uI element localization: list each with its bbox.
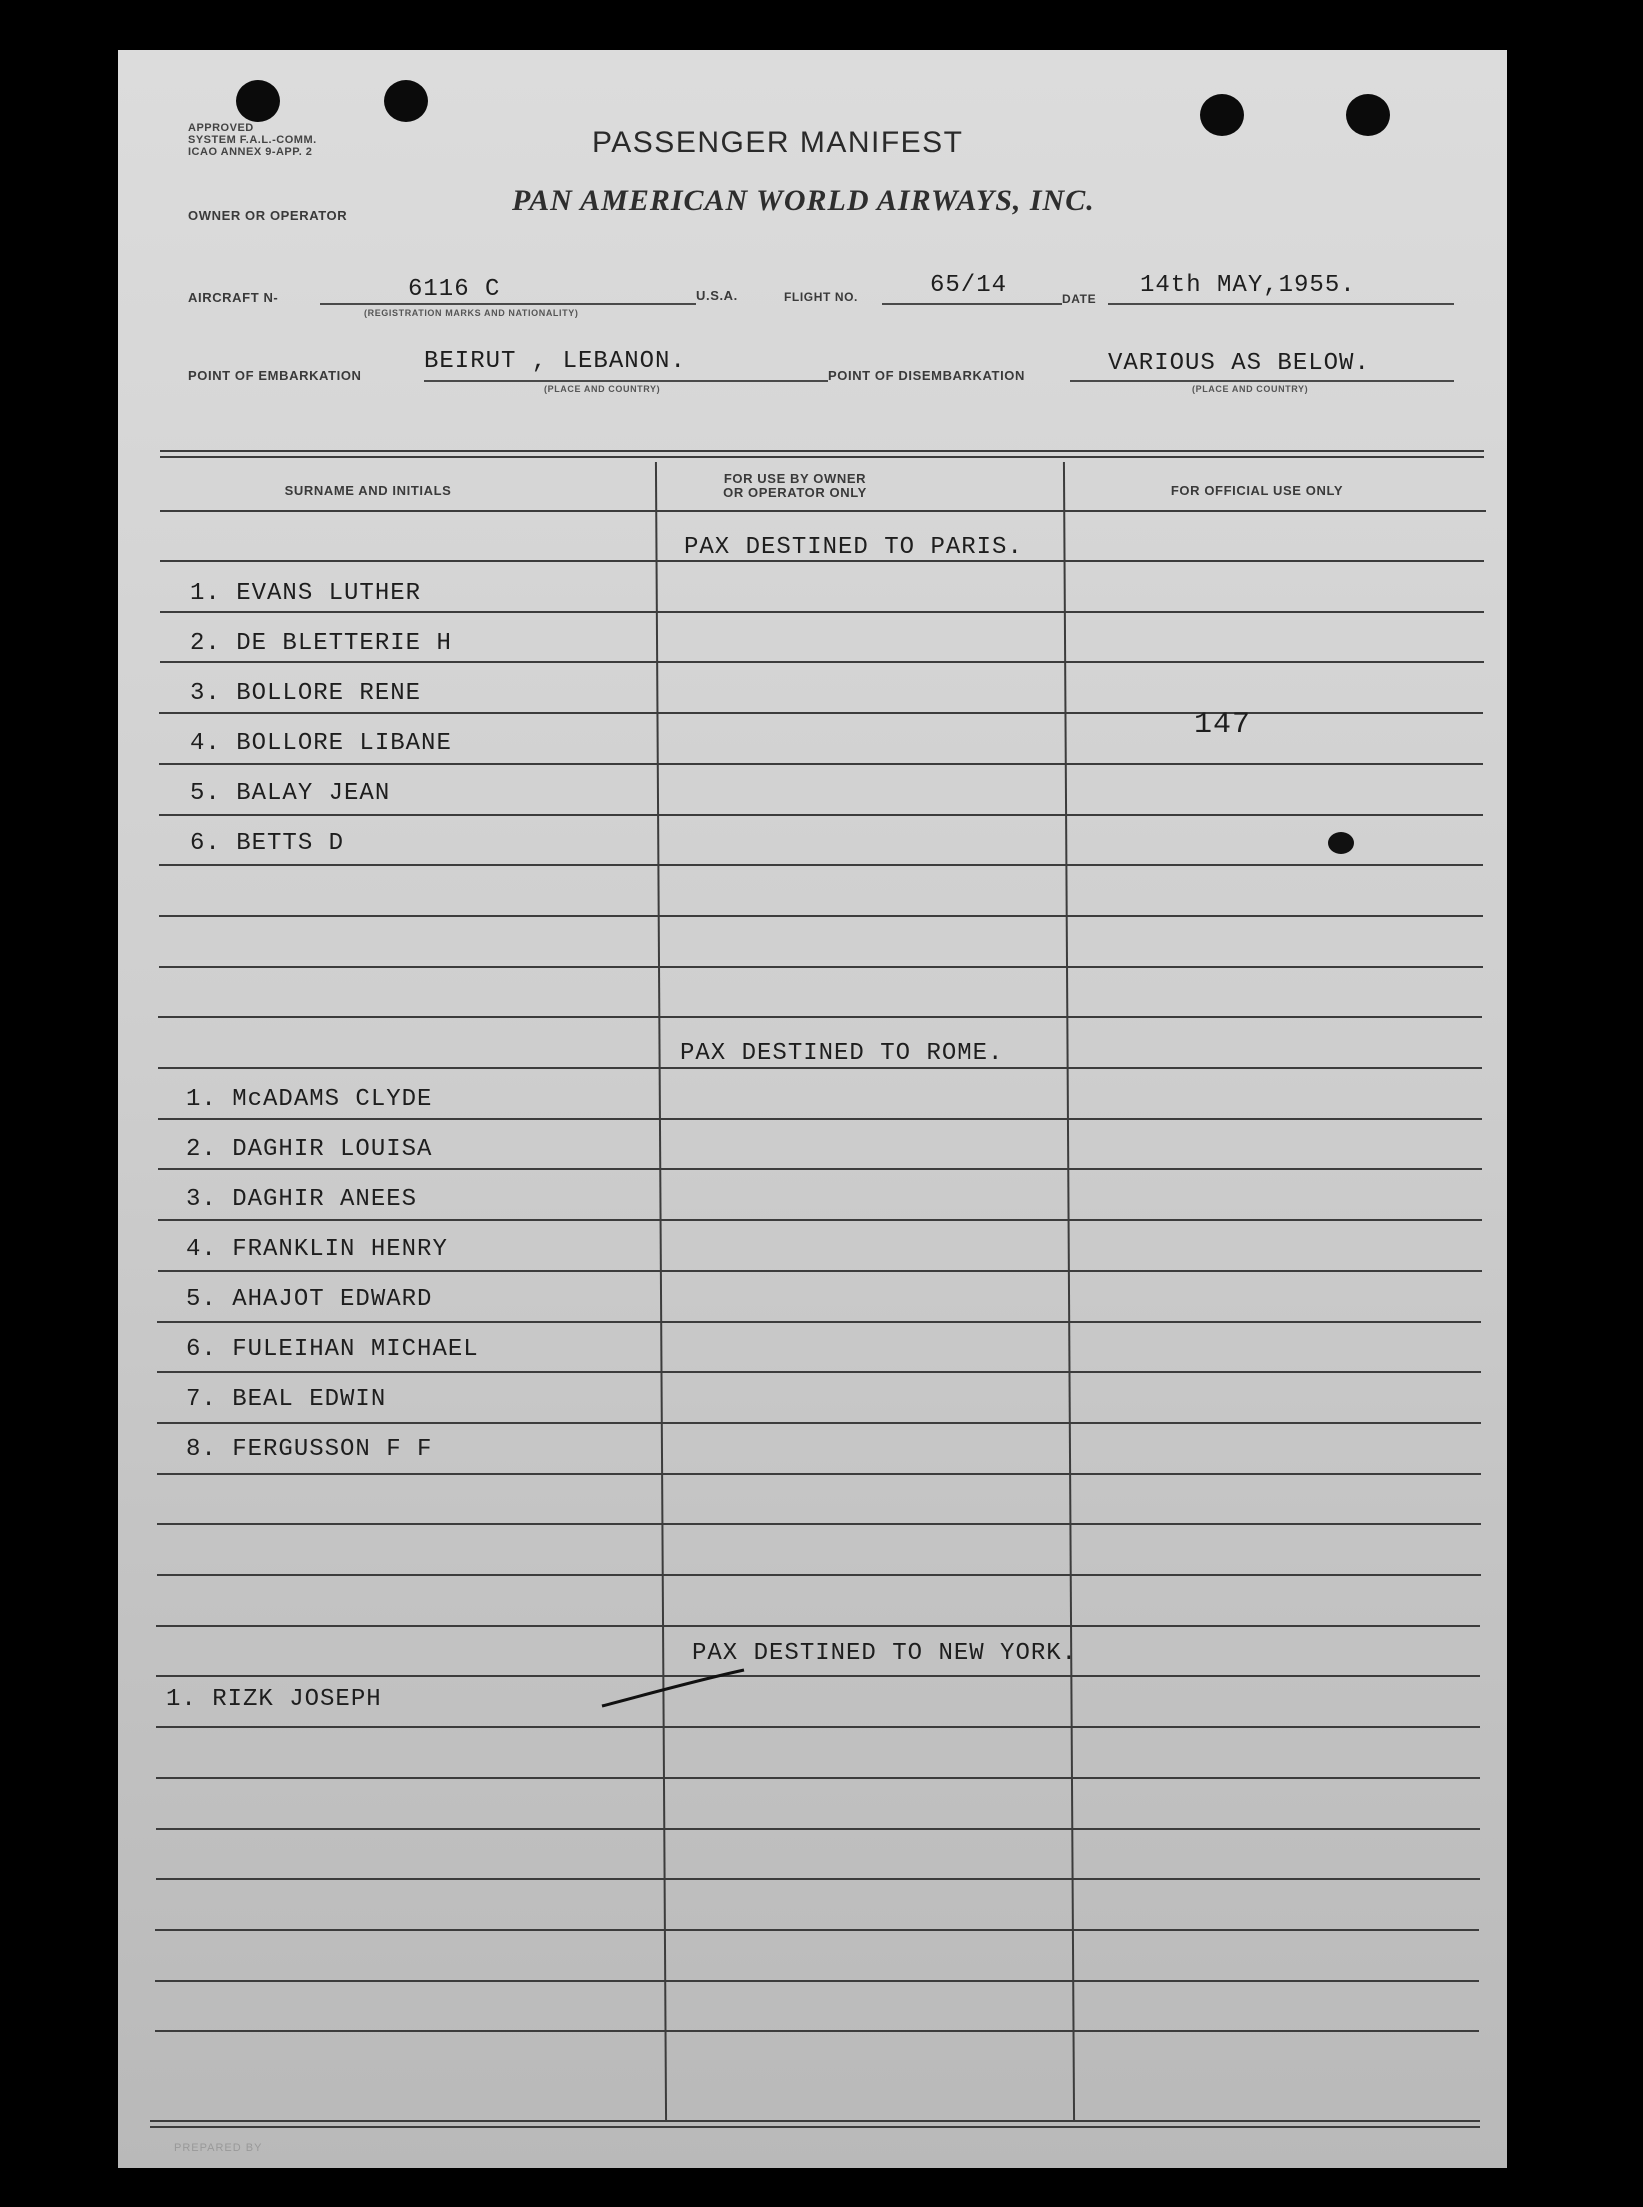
ruled-line xyxy=(157,1523,1481,1525)
section-heading-new-york: PAX DESTINED TO NEW YORK. xyxy=(692,1640,1078,1667)
punch-hole xyxy=(384,80,428,122)
ruled-line xyxy=(159,864,1483,866)
section-heading-paris: PAX DESTINED TO PARIS. xyxy=(684,534,1023,561)
prepared-by-label: PREPARED BY xyxy=(174,2142,263,2154)
passenger-row: 1. RIZK JOSEPH xyxy=(166,1686,382,1713)
ink-blot xyxy=(1328,832,1354,854)
ruled-line xyxy=(157,1422,1481,1424)
date-value: 14th MAY,1955. xyxy=(1140,272,1356,299)
passenger-row: 7. BEAL EDWIN xyxy=(186,1386,387,1413)
ruled-line xyxy=(158,1118,1482,1120)
approval-line: ICAO ANNEX 9-APP. 2 xyxy=(188,146,313,158)
place-note-disembarkation: (PLACE AND COUNTRY) xyxy=(1192,384,1309,394)
ruled-line xyxy=(158,1168,1482,1170)
document-title: PASSENGER MANIFEST xyxy=(592,126,964,159)
ruled-line xyxy=(160,661,1484,663)
ruled-line xyxy=(155,1929,1479,1931)
ruled-line xyxy=(160,510,1486,512)
passenger-row: 3. DAGHIR ANEES xyxy=(186,1186,418,1213)
manifest-sheet xyxy=(118,50,1507,2168)
date-label: DATE xyxy=(1062,292,1097,306)
column-owner-use-line2: OR OPERATOR ONLY xyxy=(723,485,867,500)
column-owner-use-line1: FOR USE BY OWNER xyxy=(723,471,867,486)
ruled-line xyxy=(159,712,1483,714)
approval-line: APPROVED xyxy=(188,122,254,134)
ruled-line xyxy=(159,763,1483,765)
passenger-row: 1. EVANS LUTHER xyxy=(190,580,422,607)
passenger-row: 5. AHAJOT EDWARD xyxy=(186,1286,433,1313)
ruled-line xyxy=(156,1675,1480,1677)
approval-line: SYSTEM F.A.L.-COMM. xyxy=(188,134,317,146)
punch-hole xyxy=(1200,94,1244,136)
passenger-row: 5. BALAY JEAN xyxy=(190,780,391,807)
passenger-row: 8. FERGUSSON F F xyxy=(186,1436,433,1463)
official-note: 147 xyxy=(1194,708,1252,742)
passenger-row: 6. BETTS D xyxy=(190,830,345,857)
disembarkation-value: VARIOUS AS BELOW. xyxy=(1108,350,1370,377)
ruled-line xyxy=(157,1371,1481,1373)
passenger-row: 3. BOLLORE RENE xyxy=(190,680,422,707)
ruled-line xyxy=(159,814,1483,816)
ruled-line xyxy=(157,1473,1481,1475)
passenger-row: 1. McADAMS CLYDE xyxy=(186,1086,433,1113)
ruled-line xyxy=(155,1980,1479,1982)
ruled-line xyxy=(156,1777,1480,1779)
passenger-row: 2. DE BLETTERIE H xyxy=(190,630,452,657)
owner-label: OWNER OR OPERATOR xyxy=(188,208,348,223)
punch-hole xyxy=(1346,94,1390,136)
ruled-line xyxy=(157,1574,1481,1576)
ruled-line xyxy=(155,2030,1479,2032)
embarkation-value: BEIRUT , LEBANON. xyxy=(424,348,686,375)
registration-note: (REGISTRATION MARKS AND NATIONALITY) xyxy=(364,308,579,318)
ruled-line xyxy=(156,1726,1480,1728)
passenger-row: 4. BOLLORE LIBANE xyxy=(190,730,452,757)
section-heading-rome: PAX DESTINED TO ROME. xyxy=(680,1040,1004,1067)
aircraft-value: 6116 C xyxy=(408,276,501,303)
usa-label: U.S.A. xyxy=(696,288,738,303)
ruled-line xyxy=(157,1321,1481,1323)
ruled-line xyxy=(158,1016,1482,1018)
ruled-line xyxy=(159,966,1483,968)
ruled-line xyxy=(159,915,1483,917)
ruled-line xyxy=(156,1828,1480,1830)
punch-hole xyxy=(236,80,280,122)
place-note-embarkation: (PLACE AND COUNTRY) xyxy=(544,384,661,394)
flight-label: FLIGHT NO. xyxy=(784,290,858,304)
column-official-use: FOR OFFICIAL USE ONLY xyxy=(1170,483,1344,498)
company-name: PAN AMERICAN WORLD AIRWAYS, INC. xyxy=(512,184,1095,217)
passenger-row: 4. FRANKLIN HENRY xyxy=(186,1236,448,1263)
disembarkation-label: POINT OF DISEMBARKATION xyxy=(828,368,1025,383)
ruled-line xyxy=(158,1270,1482,1272)
pen-stroke xyxy=(598,1664,748,1714)
column-surname: SURNAME AND INITIALS xyxy=(284,483,452,498)
ruled-line xyxy=(158,1067,1482,1069)
ruled-line xyxy=(156,1878,1480,1880)
aircraft-label: AIRCRAFT N- xyxy=(188,290,279,305)
passenger-row: 2. DAGHIR LOUISA xyxy=(186,1136,433,1163)
ruled-line xyxy=(160,611,1484,613)
passenger-row: 6. FULEIHAN MICHAEL xyxy=(186,1336,479,1363)
flight-value: 65/14 xyxy=(930,272,1008,299)
ruled-line xyxy=(156,1625,1480,1627)
embarkation-label: POINT OF EMBARKATION xyxy=(188,368,362,383)
ruled-line xyxy=(158,1219,1482,1221)
